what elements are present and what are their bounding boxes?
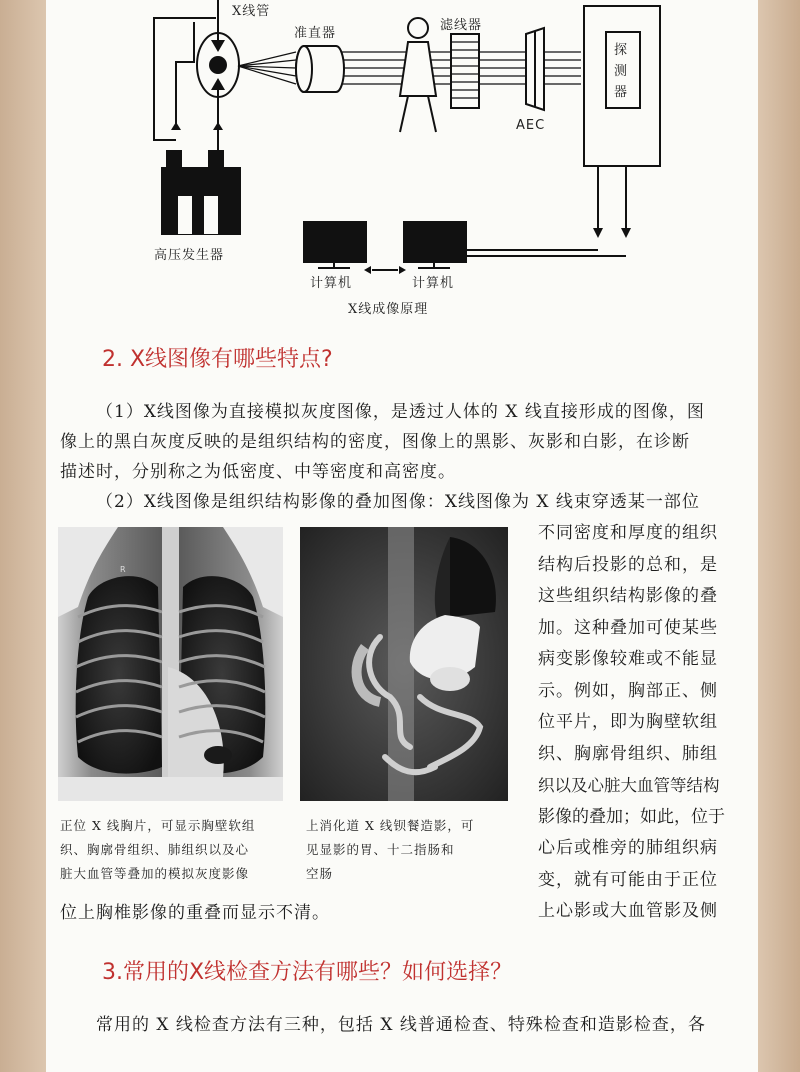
para-1-line-3: 描述时，分别称之为低密度、中等密度和高密度。	[60, 462, 456, 482]
para-2-wrap-line: 影像的叠加；如此，位于	[538, 806, 725, 827]
label-computer-1: 计算机	[310, 276, 353, 291]
chest-xray-caption	[60, 814, 255, 886]
section-3-para-1-line-1: 常用的 X 线检查方法有三种，包括 X 线普通检查、特殊检查和造影检查，各	[96, 1015, 706, 1035]
patient-head	[408, 18, 428, 38]
label-aec: AEC	[516, 118, 546, 133]
para-2-wrap-line: 这些组织结构影像的叠	[538, 586, 718, 606]
label-generator: 高压发生器	[154, 248, 225, 263]
generator-box	[162, 168, 240, 234]
para-2-wrap-line: 变，就有可能由于正位	[538, 869, 718, 890]
computer-monitor-1	[304, 222, 366, 262]
section-2-heading: 2. X线图像有哪些特点?	[102, 347, 333, 372]
page-edge-right	[758, 0, 800, 1072]
caption-line: 见显影的胃、十二指肠和	[306, 842, 455, 857]
para-1-line-2: 像上的黑白灰度反映的是组织结构的密度，图像上的黑影、灰影和白影，在诊断	[60, 432, 690, 452]
page-edge-left	[0, 0, 46, 1072]
section-3-heading: 3.常用的X线检查方法有哪些？如何选择？	[102, 960, 513, 985]
para-2-wrap-line: 加。这种叠加可使某些	[538, 617, 718, 638]
caption-line: 空肠	[306, 866, 334, 881]
caption-line: 上消化道 X 线钡餐造影，可	[306, 818, 475, 833]
caption-line: 脏大血管等叠加的模拟灰度影像	[60, 866, 250, 881]
caption-line: 正位 X 线胸片，可显示胸壁软组	[60, 818, 256, 833]
para-2-wrap-line: 不同密度和厚度的组织	[538, 523, 718, 543]
para-2-wrap-line: 上心影或大血管影及侧	[538, 901, 718, 921]
diagram-caption: X线成像原理	[348, 302, 429, 317]
para-2-wrap-line: 心后或椎旁的肺组织病	[538, 838, 718, 858]
label-xray-tube: X线管	[232, 4, 271, 19]
patient-body	[400, 42, 436, 96]
para-2-wrap-line: 示。例如，胸部正、侧	[538, 680, 718, 701]
book-page	[46, 0, 758, 1072]
para-2-wrap-line: 结构后投影的总和，是	[538, 554, 718, 575]
para-2-wrap-line: 织以及心脏大血管等结构	[538, 776, 720, 795]
para-1-line-1: （1）X线图像为直接模拟灰度图像，是透过人体的 X 线直接形成的图像，图	[96, 402, 705, 422]
xray-side-marker: R	[120, 565, 126, 574]
label-computer-2: 计算机	[412, 276, 455, 291]
barium-xray-caption	[306, 814, 474, 886]
caption-line: 织、胸廓骨组织、肺组织以及心	[60, 842, 250, 857]
label-collimator: 准直器	[294, 26, 337, 41]
chest-xray-image	[58, 527, 283, 801]
barium-xray-image	[300, 527, 508, 801]
label-grid: 滤线器	[440, 18, 483, 33]
computer-monitor-2	[404, 222, 466, 262]
grid-shape	[451, 34, 479, 108]
tube-wire-left	[154, 18, 216, 140]
para-2-line-1: （2）X线图像是组织结构影像的叠加图像：X线图像为 X 线束穿透某一部位	[96, 492, 700, 512]
para-2-wrap-line: 位平片，即为胸壁软组	[538, 712, 718, 732]
diagram-lines	[46, 0, 758, 325]
para-2-wrap-line: 病变影像较难或不能显	[538, 649, 718, 669]
para-2-wrap-column	[538, 518, 725, 928]
label-detector: 探测器	[614, 43, 629, 100]
para-2-wrap-line: 织、胸廓骨组织、肺组	[538, 743, 718, 764]
para-2-last-line: 位上胸椎影像的重叠而显示不清。	[60, 903, 330, 923]
xray-imaging-diagram	[46, 0, 758, 325]
